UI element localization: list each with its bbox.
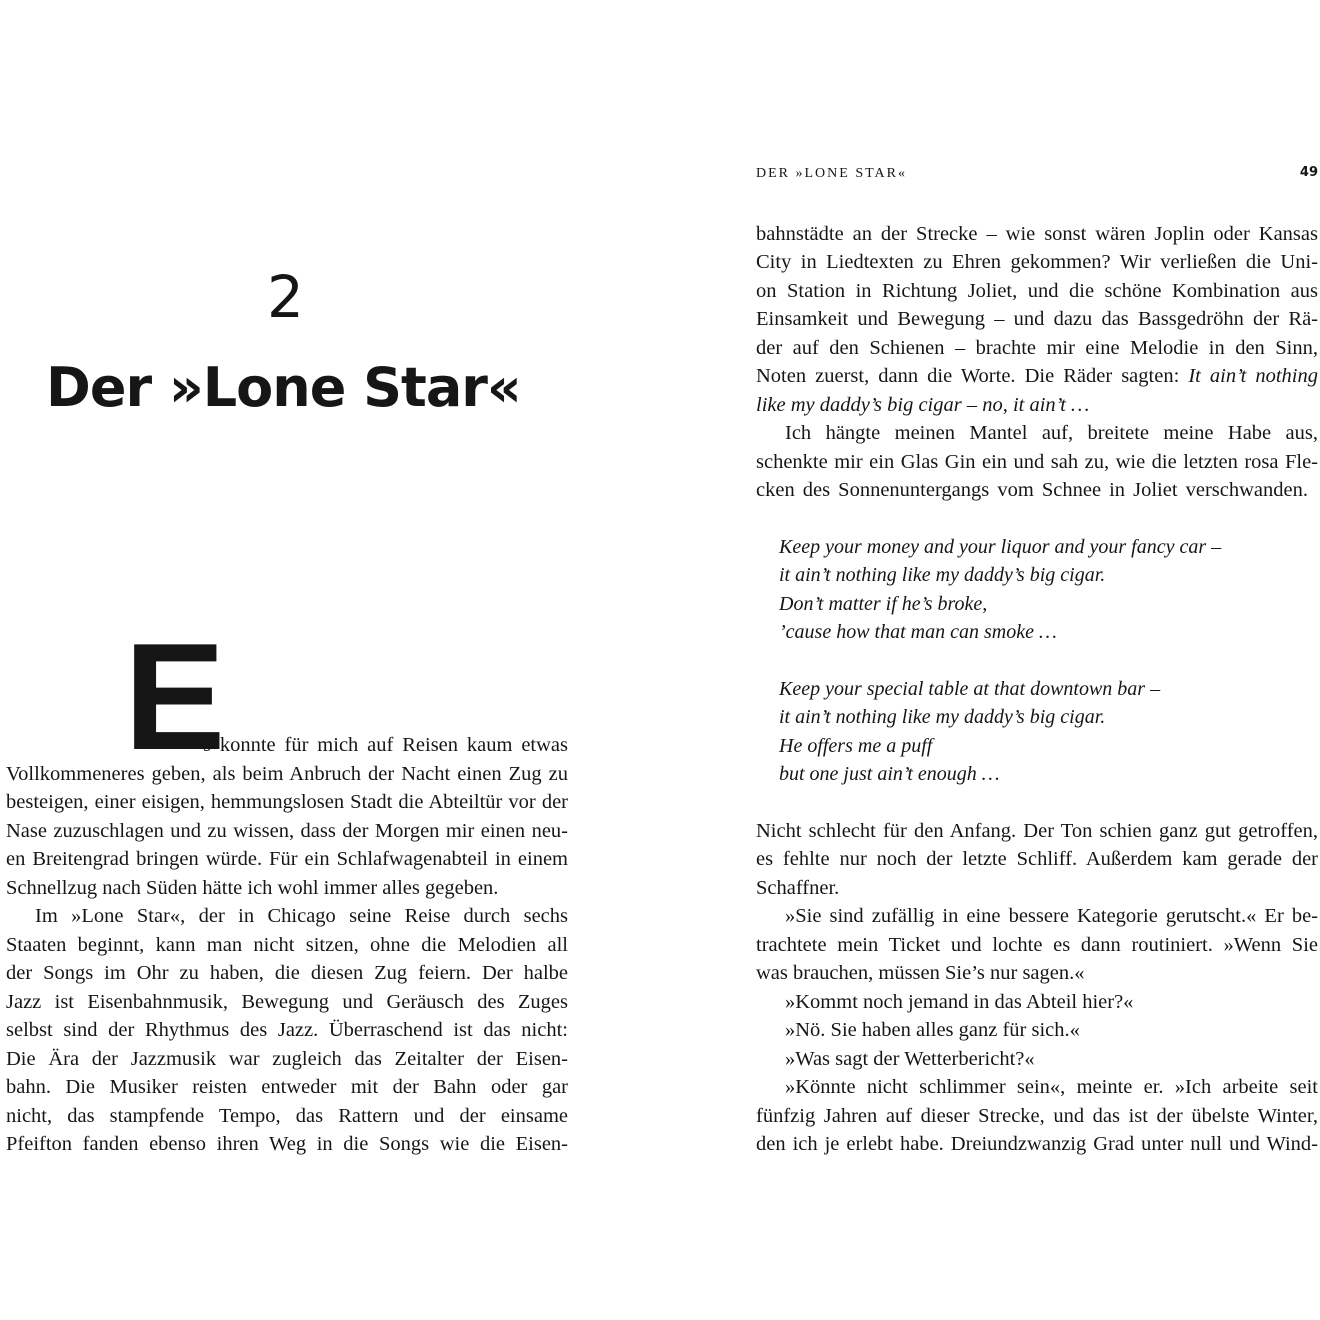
chapter-number: 2: [267, 263, 305, 331]
body-line: on Station in Richtung Joliet, und die schöne Kombination aus: [756, 280, 1318, 302]
dialogue-line: was brauchen, müssen Sie’s nur sagen.«: [756, 962, 1085, 984]
page-number: 49: [1299, 165, 1318, 180]
body-line: der Songs im Ohr zu haben, die diesen Zug feiern. Der halbe: [6, 962, 568, 984]
lyric-quote: like my daddy’s big cigar – no, it ain’t …: [756, 394, 1090, 416]
body-line: schenkte mir ein Glas Gin ein und sah zu, wie die letzten rosa Fle-: [756, 451, 1318, 473]
body-line: Nicht schlecht für den Anfang. Der Ton schien ganz gut getroffen,: [756, 820, 1318, 842]
body-line: Einsamkeit und Bewegung – und dazu das Bassgedröhn der Rä-: [756, 308, 1318, 330]
dialogue-line: »Könnte nicht schlimmer sein«, meinte er. »Ich arbeite seit: [785, 1076, 1318, 1098]
body-line: [756, 362, 1318, 391]
body-line: Jazz ist Eisenbahnmusik, Bewegung und Geräusch des Zuges: [6, 991, 568, 1013]
body-line: es fehlte nur noch der letzte Schliff. Außerdem kam gerade der: [756, 848, 1318, 870]
body-line: Die Ära der Jazzmusik war zugleich das Zeitalter der Eisen-: [6, 1048, 568, 1070]
dialogue-line: »Kommt noch jemand in das Abteil hier?«: [785, 991, 1134, 1013]
body-line: Staaten beginnt, kann man nicht sitzen, ohne die Melodien all: [6, 934, 568, 956]
verse-line: Don’t matter if he’s broke,: [779, 593, 988, 615]
chapter-title: Der »Lone Star«: [46, 356, 521, 419]
right-page: [680, 0, 1320, 1320]
body-line: cken des Sonnenuntergangs vom Schnee in Joliet verschwanden.: [756, 479, 1308, 501]
left-page: [0, 0, 640, 1320]
body-line: Vollkommeneres geben, als beim Anbruch der Nacht einen Zug zu: [6, 763, 568, 785]
body-line: Schnellzug nach Süden hätte ich wohl immer alles gegeben.: [6, 877, 499, 899]
dialogue-line: »Sie sind zufällig in eine bessere Kategorie gerutscht.« Er be-: [785, 905, 1318, 927]
verse-line: He offers me a puff: [779, 735, 933, 757]
verse-line: it ain’t nothing like my daddy’s big cigar.: [779, 706, 1106, 728]
dialogue-line: »Was sagt der Wetterbericht?«: [785, 1048, 1035, 1070]
body-line: City in Liedtexten zu Ehren gekommen? Wir verließen die Uni-: [756, 251, 1318, 273]
verse-line: Keep your special table at that downtown bar –: [779, 678, 1161, 700]
body-line: bahnstädte an der Strecke – wie sonst wären Joplin oder Kansas: [756, 223, 1318, 245]
body-line: nicht, das stampfende Tempo, das Rattern und der einsame: [6, 1105, 568, 1127]
body-line: bahn. Die Musiker reisten entweder mit der Bahn oder gar: [6, 1076, 568, 1098]
verse-line: Keep your money and your liquor and your fancy car –: [779, 536, 1222, 558]
body-line: besteigen, einer eisigen, hemmungslosen Stadt die Abteiltür vor der: [6, 791, 568, 813]
body-line: Schaffner.: [756, 877, 840, 899]
body-line: der auf den Schienen – brachte mir eine Melodie in den Sinn,: [756, 337, 1318, 359]
dialogue-line: trachtete mein Ticket und lochte es dann routiniert. »Wenn Sie: [756, 934, 1318, 956]
body-line: Pfeifton fanden ebenso ihren Weg in die Songs wie die Eisen-: [6, 1133, 568, 1155]
drop-cap: E: [124, 612, 222, 782]
dialogue-line: fünfzig Jahren auf dieser Strecke, und das ist der übelste Winter,: [756, 1105, 1318, 1127]
dialogue-line: den ich je erlebt habe. Dreiundzwanzig Grad unter null und Wind-: [756, 1133, 1318, 1155]
body-line-text: Noten zuerst, dann die Worte. Die Räder sagten:: [756, 365, 1189, 387]
body-line: s konnte für mich auf Reisen kaum etwas: [203, 734, 568, 756]
body-line: selbst sind der Rhythmus des Jazz. Überraschend ist das nicht:: [6, 1019, 568, 1041]
body-line: Im »Lone Star«, der in Chicago seine Reise durch sechs: [35, 905, 568, 927]
verse-line: it ain’t nothing like my daddy’s big cigar.: [779, 564, 1106, 586]
body-line: en Breitengrad bringen würde. Für ein Schlafwagenabteil in einem: [6, 848, 568, 870]
verse-line: but one just ain’t enough …: [779, 763, 1000, 785]
dialogue-line: »Nö. Sie haben alles ganz für sich.«: [785, 1019, 1080, 1041]
verse-line: ’cause how that man can smoke …: [779, 621, 1057, 643]
lyric-quote: It ain’t nothing: [1188, 365, 1318, 387]
body-line: Ich hängte meinen Mantel auf, breitete meine Habe aus,: [785, 422, 1318, 444]
running-head: DER »LONE STAR«: [756, 166, 907, 181]
body-line: Nase zuzuschlagen und zu wissen, dass der Morgen mir einen neu-: [6, 820, 568, 842]
